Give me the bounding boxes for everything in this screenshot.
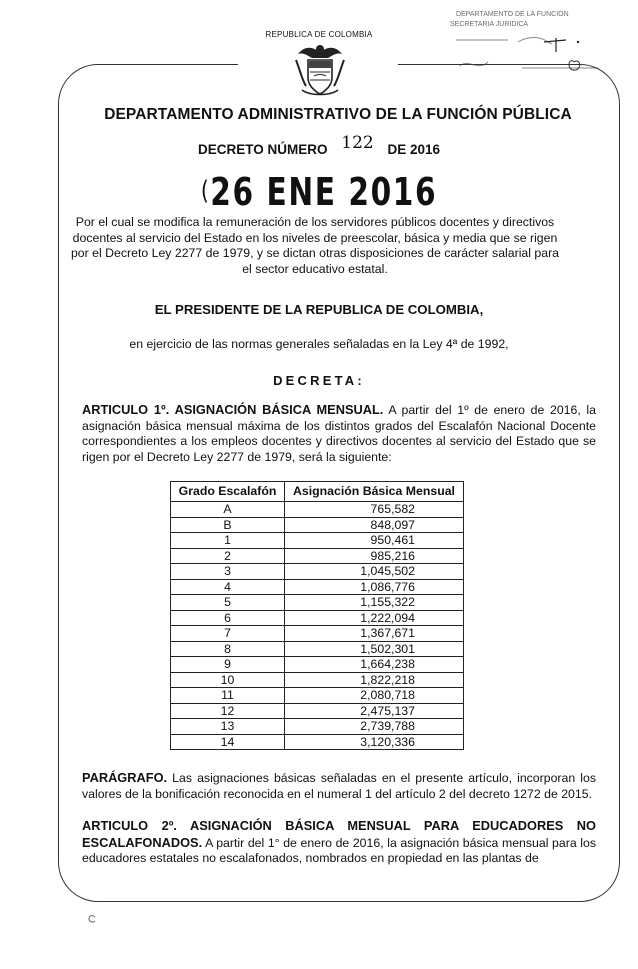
republica-header: REPUBLICA DE COLOMBIA [265,30,373,39]
stamp-line-2: SECRETARIA JURIDICA [450,21,529,28]
article-2-heading: ARTICULO 2º. ASIGNACIÓN BÁSICA MENSUAL PARA EDUCADORES NO [82,818,596,833]
grado-cell: 3 [171,564,285,580]
table-row [171,719,464,735]
coat-of-arms-icon [292,40,348,98]
article-1 [82,402,596,465]
grado-cell: 5 [171,595,285,611]
article-2 [82,818,596,867]
decree-date: 26 ENE 2016 [210,170,438,214]
valor-cell: 1,045,502 [285,564,464,580]
valor-cell: 1,222,094 [285,610,464,626]
grado-cell: 11 [171,688,285,704]
valor-cell: 2,475,137 [285,703,464,719]
valor-cell: 1,155,322 [285,595,464,611]
table-row [171,672,464,688]
received-stamp [448,10,618,30]
decree-number-line [0,133,638,159]
decree-label: DECRETO NÚMERO [197,142,328,157]
salary-table [170,481,464,750]
valor-cell: 3,120,336 [285,734,464,750]
table-row [171,657,464,673]
decree-date-stamp [70,170,568,214]
table-row [171,703,464,719]
table-header-row [171,482,464,502]
decreta-heading: DECRETA: [273,373,365,388]
decree-number: 122 [341,133,374,153]
valor-cell: 1,664,238 [285,657,464,673]
valor-cell: 2,739,788 [285,719,464,735]
valor-cell: 765,582 [285,502,464,518]
article-2-text: A partir del 1° de enero de 2016, la asignación básica mensual para los educadores estatales no escalafonados, nombrados en propiedad en las plantas de [82,835,596,866]
grado-cell: 13 [171,719,285,735]
valor-cell: 1,822,218 [285,672,464,688]
table-row [171,533,464,549]
decree-year: DE 2016 [387,142,441,157]
paragrafo-text: Las asignaciones básicas señaladas en el presente artículo, incorporan los valores de la bonificación reconocida en el numeral 1 del artículo 2 del decreto 1272 de 2015. [82,771,596,801]
grado-cell: 6 [171,610,285,626]
valor-cell: 950,461 [285,533,464,549]
legal-basis: en ejercicio de las normas generales señaladas en la Ley 4ª de 1992, [129,337,509,351]
table-row [171,548,464,564]
grado-cell: 9 [171,657,285,673]
valor-cell: 985,216 [285,548,464,564]
grado-cell: 7 [171,626,285,642]
grado-cell: B [171,517,285,533]
grado-cell: 10 [171,672,285,688]
valor-cell: 1,367,671 [285,626,464,642]
president-heading: EL PRESIDENTE DE LA REPUBLICA DE COLOMBIA, [154,302,484,317]
grado-cell: 8 [171,641,285,657]
table-row [171,610,464,626]
table-row [171,595,464,611]
date-paren: ( [200,176,211,206]
grado-cell: 4 [171,579,285,595]
valor-cell: 2,080,718 [285,688,464,704]
article-2-heading-2: ESCALAFONADOS. [82,834,203,850]
table-row [171,626,464,642]
article-1-heading: ARTICULO 1º. ASIGNACIÓN BÁSICA MENSUAL. [82,402,384,417]
table-row [171,502,464,518]
department-title: DEPARTAMENTO ADMINISTRATIVO DE LA FUNCIÓN PÚBLICA [104,106,572,123]
valor-cell: 1,086,776 [285,579,464,595]
column-header-asignacion: Asignación Básica Mensual [285,482,464,502]
grado-cell: 2 [171,548,285,564]
grado-cell: 1 [171,533,285,549]
table-row [171,564,464,580]
preamble: Por el cual se modifica la remuneración de los servidores públicos docentes y directivos docentes al servicio del Estado en los niveles de preescolar, básica y media que se rigen por el Decreto Ley 2277 de 1979, y se dictan otras disposiciones de carácter salarial para el sector educativo estatal. [70,215,560,276]
column-header-grado: Grado Escalafón [171,482,285,502]
page-mark-icon [87,914,97,924]
stamp-line-1: DEPARTAMENTO DE LA FUNCION [456,11,569,18]
grado-cell: A [171,502,285,518]
table-row [171,734,464,750]
article-1-text: A partir del 1º de enero de 2016, la asignación básica mensual máxima de los distintos grados del Escalafón Nacional Docente correspondientes a los empleos docentes y directivos docentes al servicio del Estado que se rigen por el Decreto Ley 2277 de 1979, será la siguiente: [82,403,597,464]
table-row [171,517,464,533]
table-row [171,688,464,704]
paragrafo [82,770,596,802]
valor-cell: 848,097 [285,517,464,533]
grado-cell: 12 [171,703,285,719]
article-2-heading-line-1 [82,818,596,835]
table-row [171,641,464,657]
paragrafo-heading: PARÁGRAFO. [82,770,168,785]
grado-cell: 14 [171,734,285,750]
valor-cell: 1,502,301 [285,641,464,657]
table-row [171,579,464,595]
